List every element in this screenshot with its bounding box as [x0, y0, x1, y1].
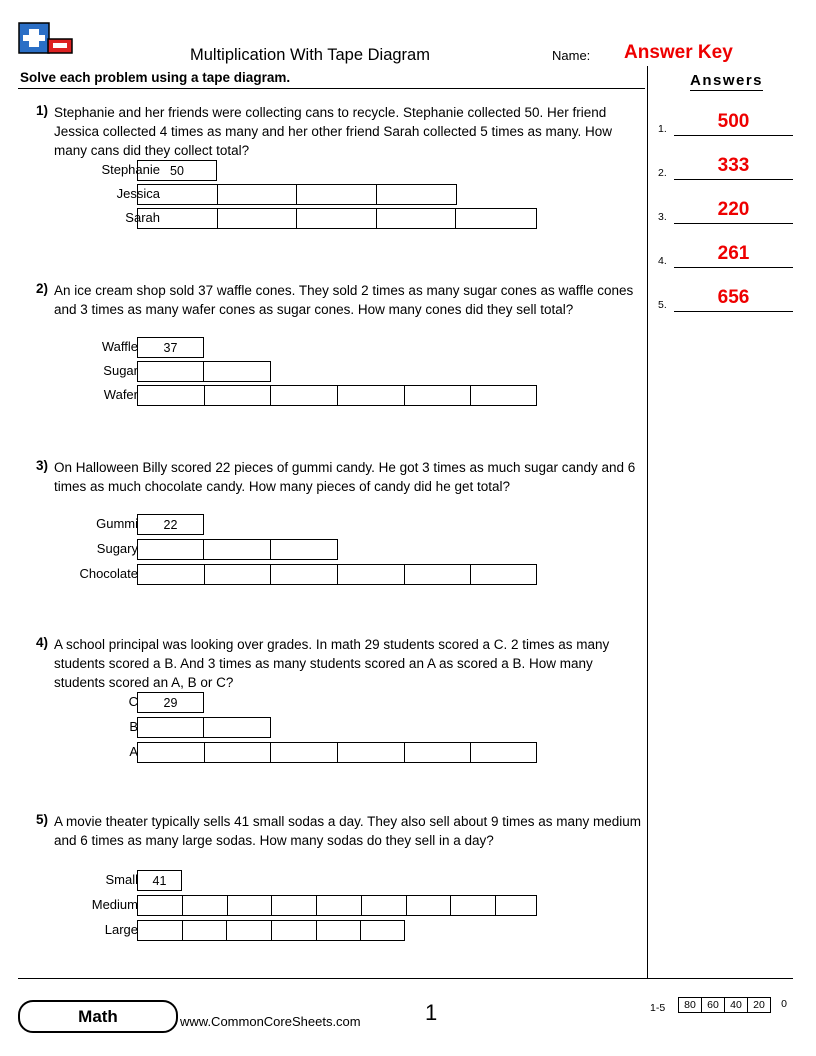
tape-row: [22, 742, 537, 764]
tape-row: [22, 361, 537, 383]
tape-cell: [271, 565, 338, 584]
tape-row: [22, 160, 537, 182]
tape-cell: 29: [163, 695, 178, 710]
tape-row: [22, 184, 537, 206]
answer-row: [658, 100, 793, 136]
tape-row: [22, 539, 537, 561]
problem-text: Stephanie and her friends were collecting cans to recycle. Stephanie collected 50. Her friend Jessica collected 4 times as many and her other friend Sarah collected 5 times as many. How many cans did they collect total?: [54, 105, 613, 158]
tape-cell: [138, 921, 183, 940]
tape-label: Gummi: [96, 516, 138, 531]
tape-cell: [205, 743, 272, 762]
score-box: 80: [678, 997, 701, 1013]
tape-label: C: [128, 694, 138, 709]
tape-cell: [272, 921, 317, 940]
tape-label: Medium: [91, 897, 138, 912]
answer-row: [658, 276, 793, 312]
answer-key-badge: Answer Key: [624, 42, 733, 63]
tape-label: A: [129, 744, 138, 759]
answer-value: 500: [717, 111, 750, 132]
tape-cell: [471, 386, 536, 405]
tape-label: Stephanie: [101, 162, 160, 177]
tape-cell: [451, 896, 496, 915]
tape-row: [22, 870, 537, 892]
tape-cell: [204, 540, 270, 559]
tape-bar: [137, 184, 457, 205]
answer-number: 4.: [658, 255, 667, 267]
score-box: 0: [781, 998, 787, 1010]
tape-row: [22, 717, 537, 739]
answer-row: [658, 232, 793, 268]
score-box: 40: [724, 997, 747, 1013]
tape-cell: [405, 743, 472, 762]
answer-value: 220: [717, 199, 750, 220]
tape-cell: [138, 896, 183, 915]
tape-row: [22, 920, 537, 942]
tape-cell: [271, 386, 338, 405]
problem-text: A movie theater typically sells 41 small sodas a day. They also sell about 9 times as many medium and 6 times as many large sodas. How many sodas do they sell in a day?: [54, 814, 642, 848]
site-url: www.CommonCoreSheets.com: [180, 1014, 361, 1029]
tape-cell: [297, 185, 377, 204]
tape-label: Large: [104, 922, 138, 937]
tape-bar: [137, 514, 204, 535]
tape-cell: [405, 565, 472, 584]
tape-cell: [138, 362, 204, 381]
tape-cell: [338, 743, 405, 762]
tape-bar: [137, 870, 182, 891]
score-box: 60: [701, 997, 724, 1013]
tape-bar: [137, 539, 338, 560]
problem-number: 4): [35, 635, 48, 650]
tape-bar: [137, 692, 204, 713]
tape-label: B: [129, 719, 138, 734]
answer-number: 1.: [658, 123, 667, 135]
name-label: Name:: [552, 48, 591, 63]
score-scale: [678, 997, 795, 1013]
answer-number: 2.: [658, 167, 667, 179]
tape-cell: [204, 718, 270, 737]
tape-row: [22, 514, 537, 536]
tape-cell: [205, 565, 272, 584]
answers-heading: Answers: [690, 72, 764, 89]
answers-divider: [647, 66, 648, 978]
problem-text: On Halloween Billy scored 22 pieces of gummi candy. He got 3 times as much sugar candy and 6 times as much chocolate candy. How many pieces of candy did he get total?: [54, 460, 636, 494]
page-number: 1: [425, 1000, 438, 1025]
tape-cell: [317, 896, 362, 915]
tape-cell: [138, 209, 218, 228]
tape-row: [22, 895, 537, 917]
tape-cell: [183, 896, 228, 915]
tape-cell: [205, 386, 272, 405]
problem-number: 5): [35, 812, 48, 827]
tape-row: [22, 385, 537, 407]
tape-bar: [137, 160, 217, 181]
tape-cell: [362, 896, 407, 915]
tape-bar: [137, 361, 271, 382]
problem-text: An ice cream shop sold 37 waffle cones. They sold 2 times as many sugar cones as waffle cones and 3 times as many wafer cones as sugar cones. How many cones did they sell total?: [54, 283, 634, 317]
tape-cell: [456, 209, 536, 228]
answer-value: 333: [717, 155, 750, 176]
tape-cell: [138, 718, 204, 737]
tape-cell: [471, 743, 536, 762]
tape-cell: [138, 743, 205, 762]
tape-bar: [137, 385, 537, 406]
tape-cell: [138, 386, 205, 405]
tape-label: Wafer: [103, 387, 138, 402]
tape-bar: [137, 208, 537, 229]
tape-label: Chocolate: [79, 566, 138, 581]
tape-cell: [271, 540, 337, 559]
tape-cell: [496, 896, 536, 915]
tape-cell: [338, 386, 405, 405]
problem-number: 2): [35, 281, 48, 296]
tape-label: Sarah: [125, 210, 160, 225]
tape-cell: [271, 743, 338, 762]
tape-bar: [137, 895, 537, 916]
tape-cell: 41: [152, 873, 167, 888]
commoncoresheets-logo-icon: [18, 22, 80, 66]
answer-number: 5.: [658, 299, 667, 311]
tape-cell: [227, 921, 272, 940]
tape-cell: [297, 209, 377, 228]
tape-cell: 37: [163, 340, 178, 355]
tape-cell: [405, 386, 472, 405]
tape-row: [22, 337, 537, 359]
tape-cell: [338, 565, 405, 584]
tape-row: [22, 208, 537, 230]
page-title: Multiplication With Tape Diagram: [190, 46, 430, 64]
tape-label: Jessica: [116, 186, 160, 201]
problem-text: A school principal was looking over grades. In math 29 students scored a C. 2 times as many students scored a B. And 3 times as many students scored an A as scored a B. How many students scored an A, B or C?: [54, 637, 610, 690]
answer-row: [658, 188, 793, 224]
tape-cell: [138, 185, 218, 204]
tape-bar: [137, 337, 204, 358]
score-range: 1-5: [650, 1002, 666, 1014]
tape-label: Small: [105, 872, 138, 887]
answer-number: 3.: [658, 211, 667, 223]
tape-label: Sugar: [103, 363, 138, 378]
tape-cell: [228, 896, 273, 915]
problem-number: 3): [35, 458, 48, 473]
tape-bar: [137, 742, 537, 763]
header-divider: [18, 88, 645, 89]
answer-value: 656: [717, 287, 750, 308]
tape-cell: 50: [170, 163, 184, 178]
tape-cell: [183, 921, 228, 940]
tape-cell: [317, 921, 362, 940]
tape-cell: 22: [163, 517, 178, 532]
tape-cell: [218, 185, 298, 204]
tape-cell: [471, 565, 536, 584]
tape-cell: [138, 565, 205, 584]
tape-cell: [218, 209, 298, 228]
answer-row: [658, 144, 793, 180]
tape-label: Waffle: [101, 339, 138, 354]
problem-number: 1): [35, 103, 48, 118]
instructions-text: Solve each problem using a tape diagram.: [20, 70, 291, 85]
tape-cell: [407, 896, 452, 915]
tape-bar: [137, 717, 271, 738]
tape-cell: [138, 540, 204, 559]
tape-row: [22, 692, 537, 714]
tape-cell: [377, 209, 457, 228]
tape-label: Sugary: [96, 541, 138, 556]
tape-cell: [204, 362, 270, 381]
footer-divider: [18, 978, 793, 979]
subject-badge: Math: [18, 1000, 178, 1033]
score-box: 20: [747, 997, 771, 1013]
tape-bar: [137, 920, 405, 941]
answer-value: 261: [717, 243, 750, 264]
tape-cell: [361, 921, 404, 940]
tape-bar: [137, 564, 537, 585]
tape-row: [22, 564, 537, 586]
tape-cell: [377, 185, 457, 204]
tape-cell: [272, 896, 317, 915]
